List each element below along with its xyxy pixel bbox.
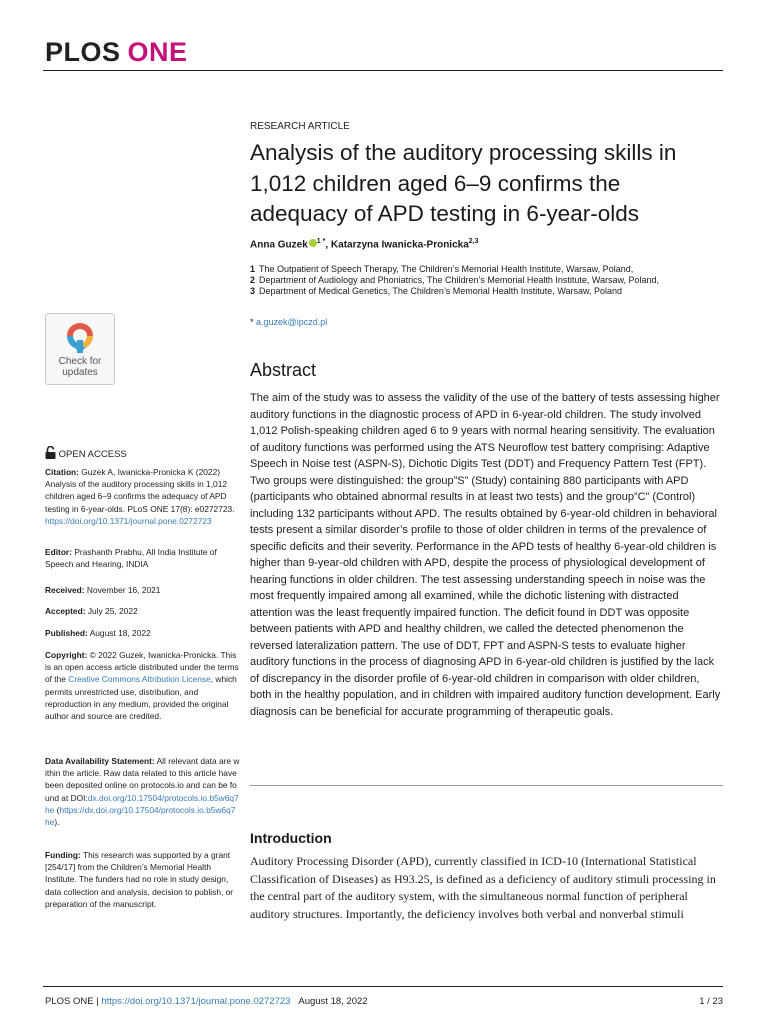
- author-affiliation-marker: 2,3: [468, 238, 479, 245]
- author-separator: ,: [325, 239, 331, 251]
- data-availability-text: All relevant data are within the article. Raw data related to this article have been deposited online on protocols.io and can be found at DOI:: [45, 756, 240, 803]
- affiliation-item: [250, 286, 659, 297]
- article-title: Analysis of the auditory processing skills in 1,012 children aged 6–9 confirms the adequacy of APD testing in 6-year-olds: [250, 140, 677, 226]
- data-availability-label: Data Availability Statement:: [45, 756, 155, 766]
- copyright-text: , which permits unrestricted use, distribution, and reproduction in any medium, provided the original author and source are credited.: [45, 674, 237, 722]
- accepted-block: [45, 605, 240, 617]
- logo-plos: PLOS: [45, 37, 121, 67]
- published-label: Published:: [45, 628, 88, 638]
- accepted-label: Accepted:: [45, 606, 86, 616]
- footer-doi-link[interactable]: https://doi.org/10.1371/journal.pone.0272723: [101, 996, 291, 1007]
- orcid-icon[interactable]: [309, 239, 317, 247]
- author-name[interactable]: Anna Guzek: [250, 239, 308, 251]
- received-date: November 16, 2021: [86, 585, 161, 595]
- author-list: [250, 238, 479, 250]
- check-updates-line: Check for: [58, 356, 102, 367]
- received-label: Received:: [45, 585, 85, 595]
- license-link[interactable]: Creative Commons Attribution License: [68, 674, 211, 685]
- citation-label: Citation:: [45, 467, 79, 477]
- affiliation-item: [250, 275, 659, 286]
- check-updates-icon: [64, 320, 96, 354]
- copyright-text: © 2022 Guzek, Iwanicka-Pronicka. This is an open access article distributed under the terms of the: [45, 650, 239, 685]
- received-block: [45, 584, 240, 596]
- journal-logo: [45, 37, 188, 68]
- introduction-heading: Introduction: [250, 830, 332, 846]
- copyright-block: [45, 649, 240, 722]
- introduction-text: Auditory Processing Disorder (APD), currently classified in ICD-10 (International Statistical Classification of Diseases) as H93.25, is defined as a deficiency of auditory stimuli processing in the central part of the auditory system, with the simultaneous normal function of peripheral auditory structures. Importantly, the deficiency involves both verbal and nonverbal stimuli: [250, 854, 716, 921]
- data-availability-text: (: [54, 804, 60, 815]
- check-for-updates-badge[interactable]: [45, 313, 115, 385]
- affiliation-number: 3: [250, 286, 256, 297]
- data-doi-link[interactable]: dx.doi.org/10.17504/protocols.io.b5w6q7he: [45, 792, 239, 815]
- citation-doi-link[interactable]: https://doi.org/10.1371/journal.pone.0272723: [45, 515, 212, 526]
- footer-journal: PLOS ONE: [45, 996, 94, 1007]
- affiliation-number: 2: [250, 275, 256, 286]
- footer-separator: |: [93, 996, 102, 1007]
- footer-date: August 18, 2022: [298, 996, 368, 1007]
- page-number: 1 / 23: [699, 996, 723, 1007]
- editor-text: Prashanth Prabhu, All India Institute of Speech and Hearing, INDIA: [45, 547, 217, 570]
- editor-label: Editor:: [45, 547, 72, 557]
- check-updates-line: updates: [62, 367, 98, 378]
- corresponding-star: *: [250, 317, 254, 327]
- affiliation-text: Department of Medical Genetics, The Children’s Memorial Health Institute, Warsaw, Poland: [259, 286, 623, 297]
- logo-one: ONE: [127, 37, 188, 67]
- page-footer: [45, 996, 368, 1007]
- citation-text: Guzek A, Iwanicka-Pronicka K (2022) Analysis of the auditory processing skills in 1,012 children aged 6–9 confirms the adequacy of APD testing in 6-year-olds. PLoS ONE 17(8): e0272723.: [45, 467, 235, 514]
- email-link[interactable]: a.guzek@ipczd.pl: [256, 317, 328, 327]
- affiliation-text: Department of Audiology and Phoniatrics, The Children’s Memorial Health Institute, Warsaw, Poland,: [259, 275, 660, 286]
- funding-text: This research was supported by a grant [254/17] from the Children’s Memorial Health Institute. The funders had no role in study design, data collection and analysis, decision to publish, or preparation of the manuscript.: [45, 850, 234, 909]
- open-access-badge: [45, 446, 127, 460]
- open-access-label: OPEN ACCESS: [58, 449, 127, 460]
- accepted-date: July 25, 2022: [87, 606, 138, 616]
- published-date: August 18, 2022: [89, 628, 151, 638]
- author-name[interactable]: Katarzyna Iwanicka-Pronicka: [330, 239, 469, 251]
- citation-block: [45, 466, 240, 527]
- article-type: RESEARCH ARTICLE: [250, 121, 350, 132]
- open-lock-icon: [45, 446, 56, 459]
- data-availability-block: [45, 755, 240, 828]
- abstract-divider: [250, 785, 723, 786]
- footer-divider: [43, 986, 723, 987]
- editor-block: [45, 546, 240, 570]
- abstract-heading: Abstract: [250, 360, 317, 380]
- affiliation-number: 1: [250, 264, 256, 274]
- data-url-link[interactable]: https://dx.doi.org/10.17504/protocols.io.b5w6q7he: [45, 804, 236, 828]
- funding-label: Funding:: [45, 850, 81, 860]
- header-divider: [43, 70, 723, 71]
- affiliation-text: The Outpatient of Speech Therapy, The Children’s Memorial Health Institute, Warsaw, Poland,: [259, 264, 634, 274]
- author-affiliation-marker: 1 *: [316, 238, 326, 245]
- funding-block: [45, 849, 240, 910]
- affiliations: [250, 264, 659, 298]
- check-updates-label: [46, 356, 114, 378]
- data-availability-text: ).: [54, 817, 60, 828]
- published-block: [45, 627, 240, 639]
- corresponding-email: [250, 317, 327, 327]
- copyright-label: Copyright:: [45, 650, 88, 660]
- abstract-text: The aim of the study was to assess the validity of the use of the battery of tests assessing higher auditory functions in the diagnostic process of APD in 6-year-old children. The study involved 1,012 Polish-speaking children aged 6 to 9 years with normal hearing sensitivity. The evaluation of auditory functions was performed using the ATS Neuroflow test battery comprising: Adaptive Speech in Noise test (ASPN-S), Dichotic Digits Test (DDT) and Frequency Pattern Test (FPT). Two groups were distinguished: the group”S” (Study) containing 880 participants with APD (participants who obtained abnormal results in at least two tests) and the group”C” (Control) including 132 participants without APD. The results obtained by 6-year-old children in behavioral tests present a similar disorder’s profile to those of older children in terms of the prevalence of specific deficits and their severity. Performance in the APD tests of healthy 6-year-old children is higher than 9-year-old children with APD, despite the process of physiological development of hearing functions in older children. The test assessing understanding speech in noise was the most frequently impaired among all examined, while the dichotic listening with distracted attention was the least frequently impaired function. The deficit found in DDT was opposite between patients with APD and healthy children, we called the detected phenomenon the reversed lateralization pattern. The use of DDT, FPT and ASPN-S tests to evaluate higher auditory functions in the process of diagnosing APD in 6-year-old children is justified by the lack of discrepancy in the disorder profile of 6-year-old children in comparison with older children, both in the healthy population, and in children with impaired auditory function development. Early diagnosis can be beneficial for accurate programming of therapeutic goals.: [250, 392, 721, 718]
- affiliation-item: [250, 264, 659, 275]
